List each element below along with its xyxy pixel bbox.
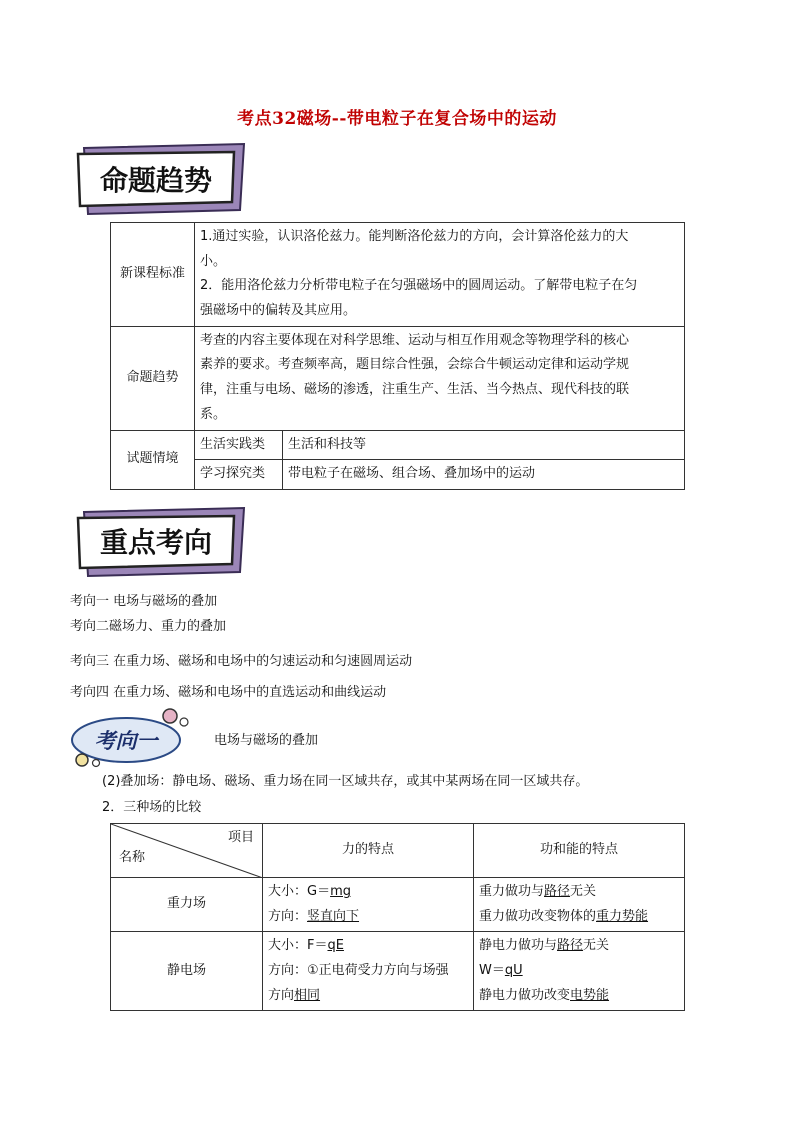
compare-table [110, 823, 685, 1011]
trend-label-trend: 命题趋势 [111, 326, 195, 430]
banner-trend-frame-icon [70, 140, 252, 220]
electric-name: 静电场 [111, 932, 263, 1011]
section1-p1: (2)叠加场：静电场、磁场、重力场在同一区域共存，或其中某两场在同一区域共存。 [102, 774, 589, 789]
header-diagonal-cell [111, 824, 263, 878]
direction-1: 考向一 电场与磁场的叠加 [70, 594, 218, 609]
context-study-label: 学习探究类 [195, 460, 283, 490]
gravity-name: 重力场 [111, 878, 263, 932]
trend-table [110, 222, 685, 490]
context-study-value: 带电粒子在磁场、组合场、叠加场中的运动 [283, 460, 685, 490]
trend-label-standard: 新课程标准 [111, 223, 195, 327]
header-item: 项目 [227, 830, 254, 845]
banner-direction-one [66, 708, 202, 768]
trend-trend-content: 考查的内容主要体现在对科学思维、运动与相互作用观念等物理学科的核心 素养的要求。考查频率高，题目综合性强，会综合牛顿运动定律和运动学规 律，注重与电场、磁场的渗透，注重生产、生活、当今热点、现代科技的联 系。 [195, 326, 685, 430]
electric-work: 静电力做功与路径无关 W＝qU 静电力做功改变电势能 [474, 932, 685, 1011]
context-life-value: 生活和科技等 [283, 430, 685, 460]
direction-4: 考向四 在重力场、磁场和电场中的直选运动和曲线运动 [70, 685, 387, 700]
direction-3: 考向三 在重力场、磁场和电场中的匀速运动和匀速圆周运动 [70, 654, 413, 669]
trend-label-context: 试题情境 [111, 430, 195, 489]
banner-key-text: 重点考向 [99, 526, 213, 559]
direction-2: 考向二磁场力、重力的叠加 [70, 619, 227, 634]
gravity-work: 重力做功与路径无关 重力做功改变物体的重力势能 [474, 878, 685, 932]
context-life-label: 生活实践类 [195, 430, 283, 460]
header-force: 力的特点 [263, 824, 474, 878]
banner-trend [70, 140, 252, 220]
banner-key [70, 504, 252, 582]
electric-force: 大小：F＝qE 方向：①正电荷受力方向与场强 方向相同 [263, 932, 474, 1011]
banner-key-frame-icon [70, 504, 252, 582]
trend-standard-content: 1.通过实验，认识洛伦兹力。能判断洛伦兹力的方向，会计算洛伦兹力的大 小。 2．能用洛伦兹力分析带电粒子在匀强磁场中的圆周运动。了解带电粒子在匀 强磁场中的偏转及其应用。 [195, 223, 685, 327]
header-name: 名称 [119, 850, 146, 866]
banner-trend-text: 命题趋势 [99, 164, 213, 197]
cloud-badge-icon [66, 708, 202, 768]
page-title: 考点32磁场--带电粒子在复合场中的运动 [237, 109, 557, 129]
section1-p2: 2．三种场的比较 [102, 800, 202, 815]
header-work: 功和能的特点 [474, 824, 685, 878]
section1-heading: 电场与磁场的叠加 [214, 733, 319, 748]
banner-direction-one-text: 考向一 [94, 728, 158, 753]
gravity-force: 大小：G＝mg 方向：竖直向下 [263, 878, 474, 932]
